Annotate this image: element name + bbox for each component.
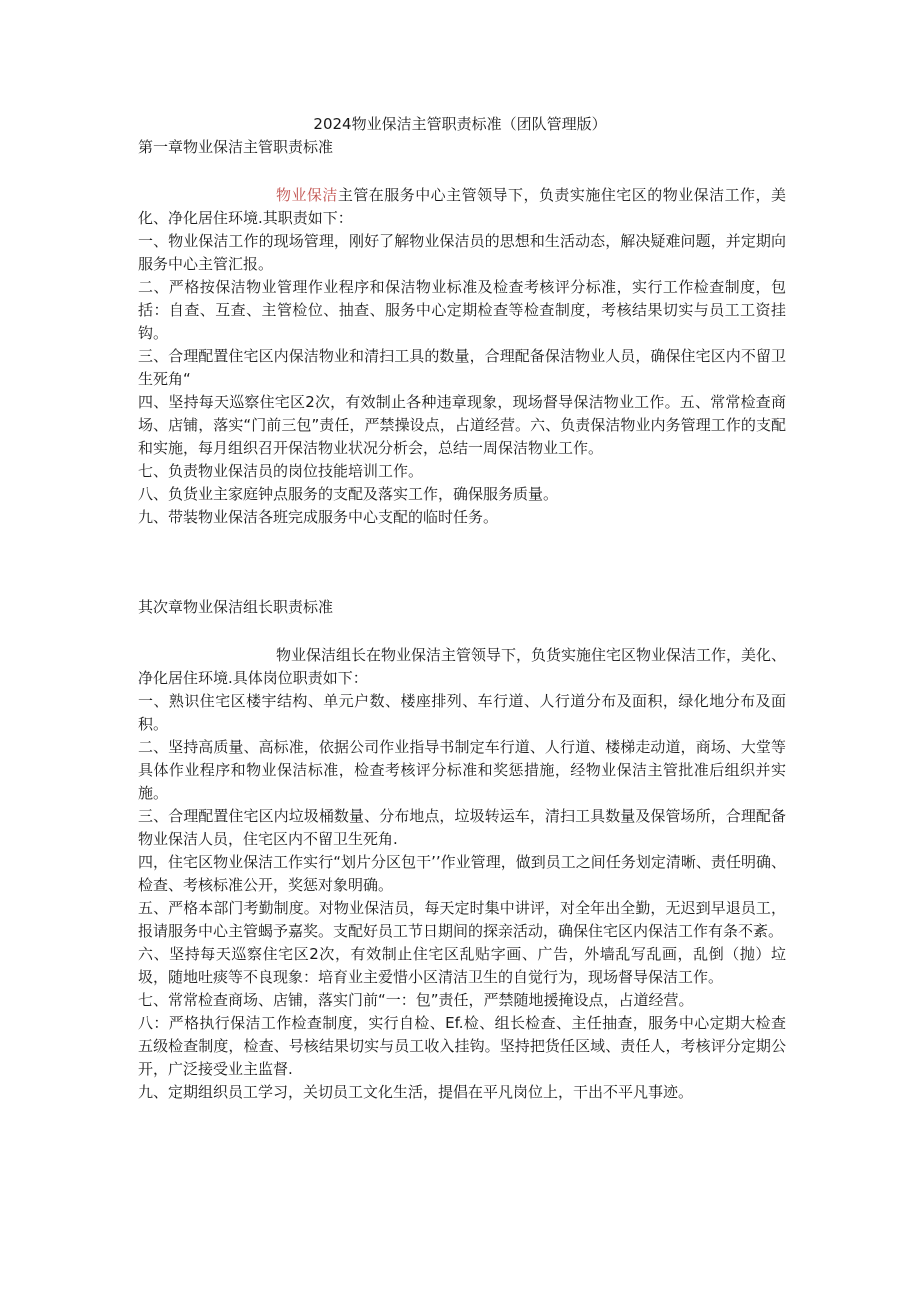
chapter-2-body	[138, 644, 786, 1104]
chapter-1-item-2: 二、严格按保洁物业管理作业程序和保洁物业标准及检查考核评分标准，实行工作检查制度，包括：自查、互查、主管检位、抽查、服务中心定期检查等检查制度，考核结果切实与员工工资挂钩。	[138, 278, 786, 342]
chapter-2-item-1: 一、熟识住宅区楼宇结构、单元户数、楼座排列、车行道、人行道分布及面积，绿化地分布及面积。	[138, 692, 786, 733]
chapter-1-item-1: 一、物业保洁工作的现场管理，刚好了解物业保洁员的思想和生活动态，解决疑难问题，并定期向服务中心主管汇报。	[138, 232, 786, 273]
intro-hyperlink[interactable]: 物业保洁	[276, 186, 338, 204]
chapter-1-intro-text: 主管在服务中心主管领导下，负责实施住宅区的物业保洁工作，美化、净化居住环境.其职责如下：	[138, 186, 786, 227]
chapter-2-item-8: 八：严格执行保洁工作检查制度，实行自检、Ef.检、组长检查、主任抽查，服务中心定期大检查五级检查制度，检查、号核结果切实与员工收入挂钩。坚持把货任区域、责任人，考核评分定期公开，广泛接受业主监督.	[138, 1014, 786, 1078]
chapter-2-intro: 物业保洁组长在物业保洁主管领导下，负货实施住宅区物业保洁工作，美化、净化居住环境.具体岗位职责如下：	[138, 646, 787, 687]
chapter-2-item-6: 六、坚持每天巡察住宅区2次，有效制止住宅区乱贴字画、广告，外墙乱写乱画，乱倒（抛）垃圾，随地吐痰等不良现象：培育业主爱惜小区清洁卫生的自觉行为，现场督导保洁工作。	[138, 945, 786, 986]
chapter-2-heading: 其次章物业保洁组长职责标准	[138, 598, 334, 616]
document-title: 2024物业保洁主管职责标准（团队管理版）	[313, 115, 607, 133]
chapter-1-item-7: 七、负责物业保洁员的岗位技能培训工作。	[138, 462, 424, 480]
chapter-1-item-8: 八、负货业主家庭钟点服务的支配及落实工作，确保服务质量。	[138, 485, 559, 503]
chapter-1-item-9: 九、带装物业保洁各班完成服务中心支配的临时任务。	[138, 508, 499, 526]
chapter-2-item-3: 三、合理配置住宅区内垃圾桶数量、分布地点，垃圾转运车，清扫工具数量及保管场所，合理配备物业保洁人员，住宅区内不留卫生死角.	[138, 807, 786, 848]
chapter-2-item-9: 九、定期组织员工学习，关切员工文化生活，提倡在平凡岗位上，干出不平凡事迹。	[138, 1083, 694, 1101]
chapter-2-item-5: 五、严格本部门考勤制度。对物业保洁员，每天定时集中讲评，对全年出全勤，无迟到早退员工，报请服务中心主管蝎予嘉奖。支配好员工节日期间的探亲活动，确保住宅区内保洁工作有条不紊。	[138, 899, 786, 940]
chapter-1-intro	[138, 184, 786, 230]
chapter-2-item-2: 二、坚持高质量、高标准，依据公司作业指导书制定车行道、人行道、楼梯走动道，商场、大堂等具体作业程序和物业保洁标准，检查考核评分标准和奖惩措施，经物业保洁主管批准后组织并实施。	[138, 738, 786, 802]
chapter-1-item-3: 三、合理配置住宅区内保洁物业和清扫工具的数量，合理配备保洁物业人员，确保住宅区内不留卫生死角“	[138, 347, 786, 388]
chapter-1-body	[138, 184, 786, 529]
chapter-1-heading: 第一章物业保洁主管职责标准	[138, 138, 334, 156]
chapter-2-item-7: 七、常常检查商场、店铺，落实门前“一：包”责任，严禁随地援掩设点，占道经营。	[138, 991, 694, 1009]
chapter-1-item-4: 四、坚持每天巡察住宅区2次，有效制止各种违章现象，现场督导保洁物业工作。五、常常检查商场、店铺，落实“门前三包”责任，严禁操设点，占道经营。六、负责保洁物业内务管理工作的支配和实施，每月组织召开保洁物业状况分析会，总结一周保洁物业工作。	[138, 393, 786, 457]
chapter-2-item-4: 四，住宅区物业保洁工作实行“划片分区包干’’作业管理，做到员工之间任务划定清晰、责任明确、检查、考核标准公开，奖惩对象明确。	[138, 853, 786, 894]
